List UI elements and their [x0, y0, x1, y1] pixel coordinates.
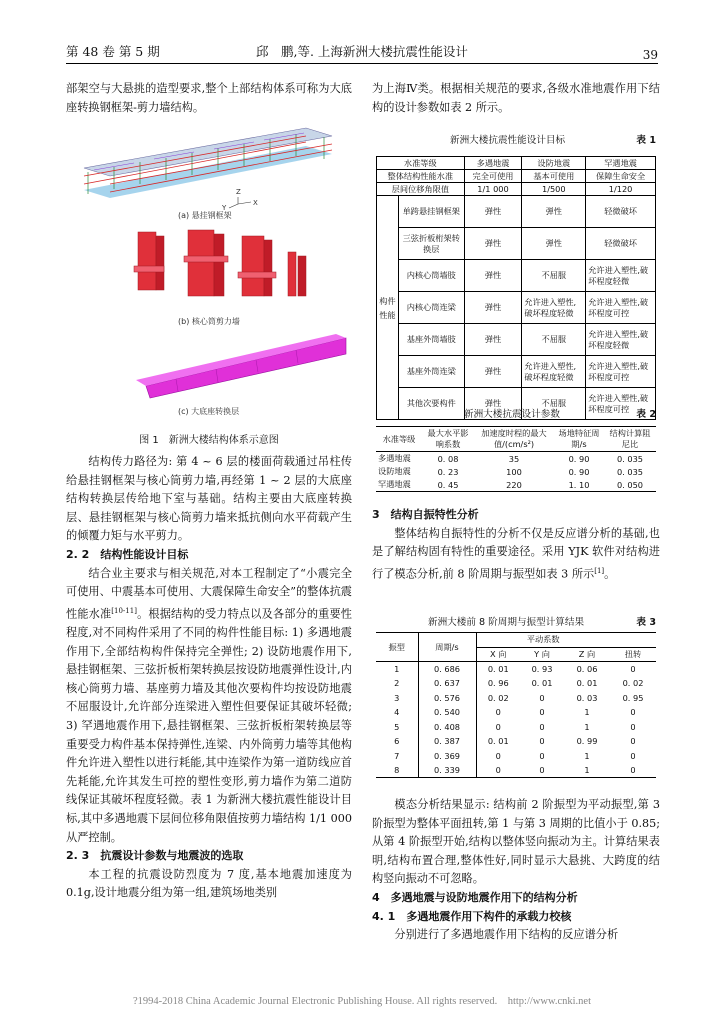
- table-row: 罕遇地震 0. 45 220 1. 10 0. 050: [376, 478, 656, 492]
- table-row: 内核心筒墙肢 弹性 不屈服 允许进入塑性,破坏程度轻微: [377, 260, 656, 292]
- section-heading-4-1: 4. 1 多遇地震作用下构件的承载力校核: [372, 909, 572, 923]
- page-header: [66, 42, 658, 62]
- section-heading-4: 4 多遇地震与设防地震作用下的结构分析: [372, 890, 578, 904]
- left-column-body: [66, 453, 352, 903]
- section-heading-2-3: 2. 3 抗震设计参数与地震波的选取: [66, 849, 244, 863]
- paragraph: 整体结构自振特性的分析不仅是反应谱分析的基础,也是了解结构固有特性的重要途径。采用 YJK 软件对结构进行了模态分析,前 8 阶周期与振型如表 3 所示[1]。: [372, 526, 660, 581]
- table-row: 多遇地震 0. 08 35 0. 90 0. 035: [378, 453, 644, 464]
- table-row: 8 0. 339 0 0 1 0: [376, 763, 656, 778]
- table-row: 整体结构性能水准 完全可使用 基本可使用 保障生命安全: [377, 170, 656, 183]
- table-row: 7 0. 369 0 0 1 0: [376, 749, 656, 764]
- table-row: 基座外筒连梁 弹性 允许进入塑性,破坏程度轻微 允许进入塑性,破坏程度可控: [377, 356, 656, 388]
- table-row: 4 0. 540 0 0 1 0: [376, 705, 656, 720]
- table-row: 基座外筒墙肢 弹性 不屈服 允许进入塑性,破坏程度轻微: [377, 324, 656, 356]
- figure-caption-a: (a) 悬挂钢框架: [178, 211, 232, 220]
- hanging-steel-frame-illustration: [66, 122, 352, 217]
- section-heading-3: 3 结构自振特性分析: [372, 508, 479, 521]
- paragraph: 为上海Ⅳ类。根据相关规范的要求,各级水准地震作用下结构的设计参数如表 2 所示。: [372, 82, 660, 114]
- right-column-mid: [372, 506, 660, 584]
- base-transfer-layer-illustration: [66, 332, 352, 402]
- paragraph: 本工程的抗震设防烈度为 7 度,基本地震加速度为 0.1g,设计地震分组为第一组,建筑场地类别: [66, 867, 352, 900]
- paragraph: 分别进行了多遇地震作用下结构的反应谱分析: [394, 928, 619, 942]
- journal-volume: 第 48 卷 第 5 期: [66, 44, 160, 59]
- table-row: 5 0. 408 0 0 1 0: [376, 720, 656, 735]
- row-group-label: 构件性能: [377, 196, 399, 420]
- figure-caption-b: (b) 核心筒剪力墙: [178, 317, 240, 326]
- table-row: 层间位移角限值 1/1 000 1/500 1/120: [377, 183, 656, 196]
- citation: [10-11]: [111, 606, 137, 615]
- table-row: 构件性能 单跨悬挂钢框架 弹性 弹性 轻微破坏: [377, 196, 656, 228]
- table-row: 3 0. 576 0. 02 0 0. 03 0. 95: [376, 691, 656, 706]
- svg-text:Y: Y: [222, 204, 227, 212]
- left-column: [66, 80, 352, 117]
- table-3: [376, 632, 656, 778]
- table-row: 2 0. 637 0. 96 0. 01 0. 01 0. 02: [376, 676, 656, 691]
- figure-1-title: 图 1 新洲大楼结构体系示意图: [139, 435, 279, 446]
- paragraph: 部架空与大悬挑的造型要求,整个上部结构体系可称为大底座转换钢框架-剪力墙结构。: [66, 82, 352, 114]
- svg-text:Z: Z: [236, 188, 241, 196]
- table-row: 1 0. 686 0. 01 0. 93 0. 06 0: [376, 662, 656, 677]
- right-column-bottom: [372, 796, 660, 945]
- citation: [1]: [594, 566, 605, 575]
- paragraph: 模态分析结果显示: 结构前 2 阶振型为平动振型,第 3 阶振型为整体平面扭转,第 1 与第 3 周期的比值小于 0.85; 从第 4 阶振型开始,结构以整体竖向振动为主。计算结果表明,结构布置合理,整体性好,同时显示大悬挑、大跨度的结构竖向振动不可忽略。: [372, 798, 661, 886]
- table-row: 其他次要构件 弹性 不屈服 允许进入塑性,破坏程度可控: [377, 388, 656, 420]
- table-header-row: 水准等级 最大水平影响系数 加速度时程的最大值/(cm/s²) 场地特征周期/s 结构计算阻尼比: [376, 427, 656, 452]
- section-heading-2-2: 2. 2 结构性能设计目标: [66, 547, 189, 561]
- svg-text:X: X: [253, 199, 258, 207]
- right-column-top: [372, 80, 660, 117]
- table-2: [376, 426, 656, 492]
- figure-1: [66, 122, 352, 442]
- running-title: 邱 鹏,等. 上海新洲大楼抗震性能设计: [256, 44, 468, 59]
- figure-caption-c: (c) 大底座转换层: [178, 407, 240, 416]
- table-row: 设防地震 0. 23 100 0. 90 0. 035: [378, 466, 644, 477]
- paragraph: 结构传力路径为: 第 4 ~ 6 层的楼面荷载通过吊柱传给悬挂钢框架与核心筒剪力墙,再经第 1 ~ 2 层的大底座结构转换层传给地下室与基础。结构主要由大底座转换层、悬挂钢框架与核心筒剪力墙来抵抗侧向水平荷载产生的倾覆力矩与水平剪力。: [66, 455, 352, 543]
- table-row: 内核心筒连梁 弹性 允许进入塑性,破坏程度轻微 允许进入塑性,破坏程度可控: [377, 292, 656, 324]
- table-row: 6 0. 387 0. 01 0 0. 99 0: [376, 734, 656, 749]
- paragraph: 结合业主要求与相关规范,对本工程制定了“小震完全可使用、中震基本可使用、大震保障生命安全”的整体抗震性能水准[10-11]。根据结构的受力特点以及各部分的重要性程度,对不同构件采用了不同的构件性能目标: 1) 多遇地震作用下,全部结构构件保持完全弹性; 2) 设防地震作用下,悬挂钢框架、三弦折板桁架转换层按设防地震弹性设计,内核心筒剪力墙、基座剪力墙及其他次要构件均按设防地震不屈服设计,允许部分连梁进入塑性但要保证其破坏轻微; 3) 罕遇地震作用下,悬挂钢框架、三弦折板桁架转换层等重要受力构件基本保持弹性,连梁、内外筒剪力墙等其他构件允许进入塑性以进行耗能,其中连梁作为第一道防线应首先耗能,允许其发生可控的塑性变形,剪力墙作为第二道防线保证其破坏程度轻微。表 1 为新洲大楼抗震性能设计目标,其中多遇地震下层间位移角限值按剪力墙结构 1/1 000 从严控制。: [66, 566, 352, 844]
- table-row: 三弦折板桁架转换层 弹性 弹性 轻微破坏: [377, 228, 656, 260]
- table-header-row: 振型 周期/s 平动系数: [376, 633, 656, 648]
- page-number: 39: [642, 48, 658, 62]
- table-row: 水准等级 多遇地震 设防地震 罕遇地震: [377, 157, 656, 170]
- table-1: [376, 156, 656, 420]
- core-shear-wall-illustration: [66, 226, 352, 321]
- copyright-footer: ?1994-2018 China Academic Journal Electronic Publishing House. All rights reserved. http://www.cnki.net: [132, 996, 592, 1007]
- header-rule: [66, 63, 658, 64]
- table-header-row: X 向 Y 向 Z 向 扭转: [376, 647, 656, 662]
